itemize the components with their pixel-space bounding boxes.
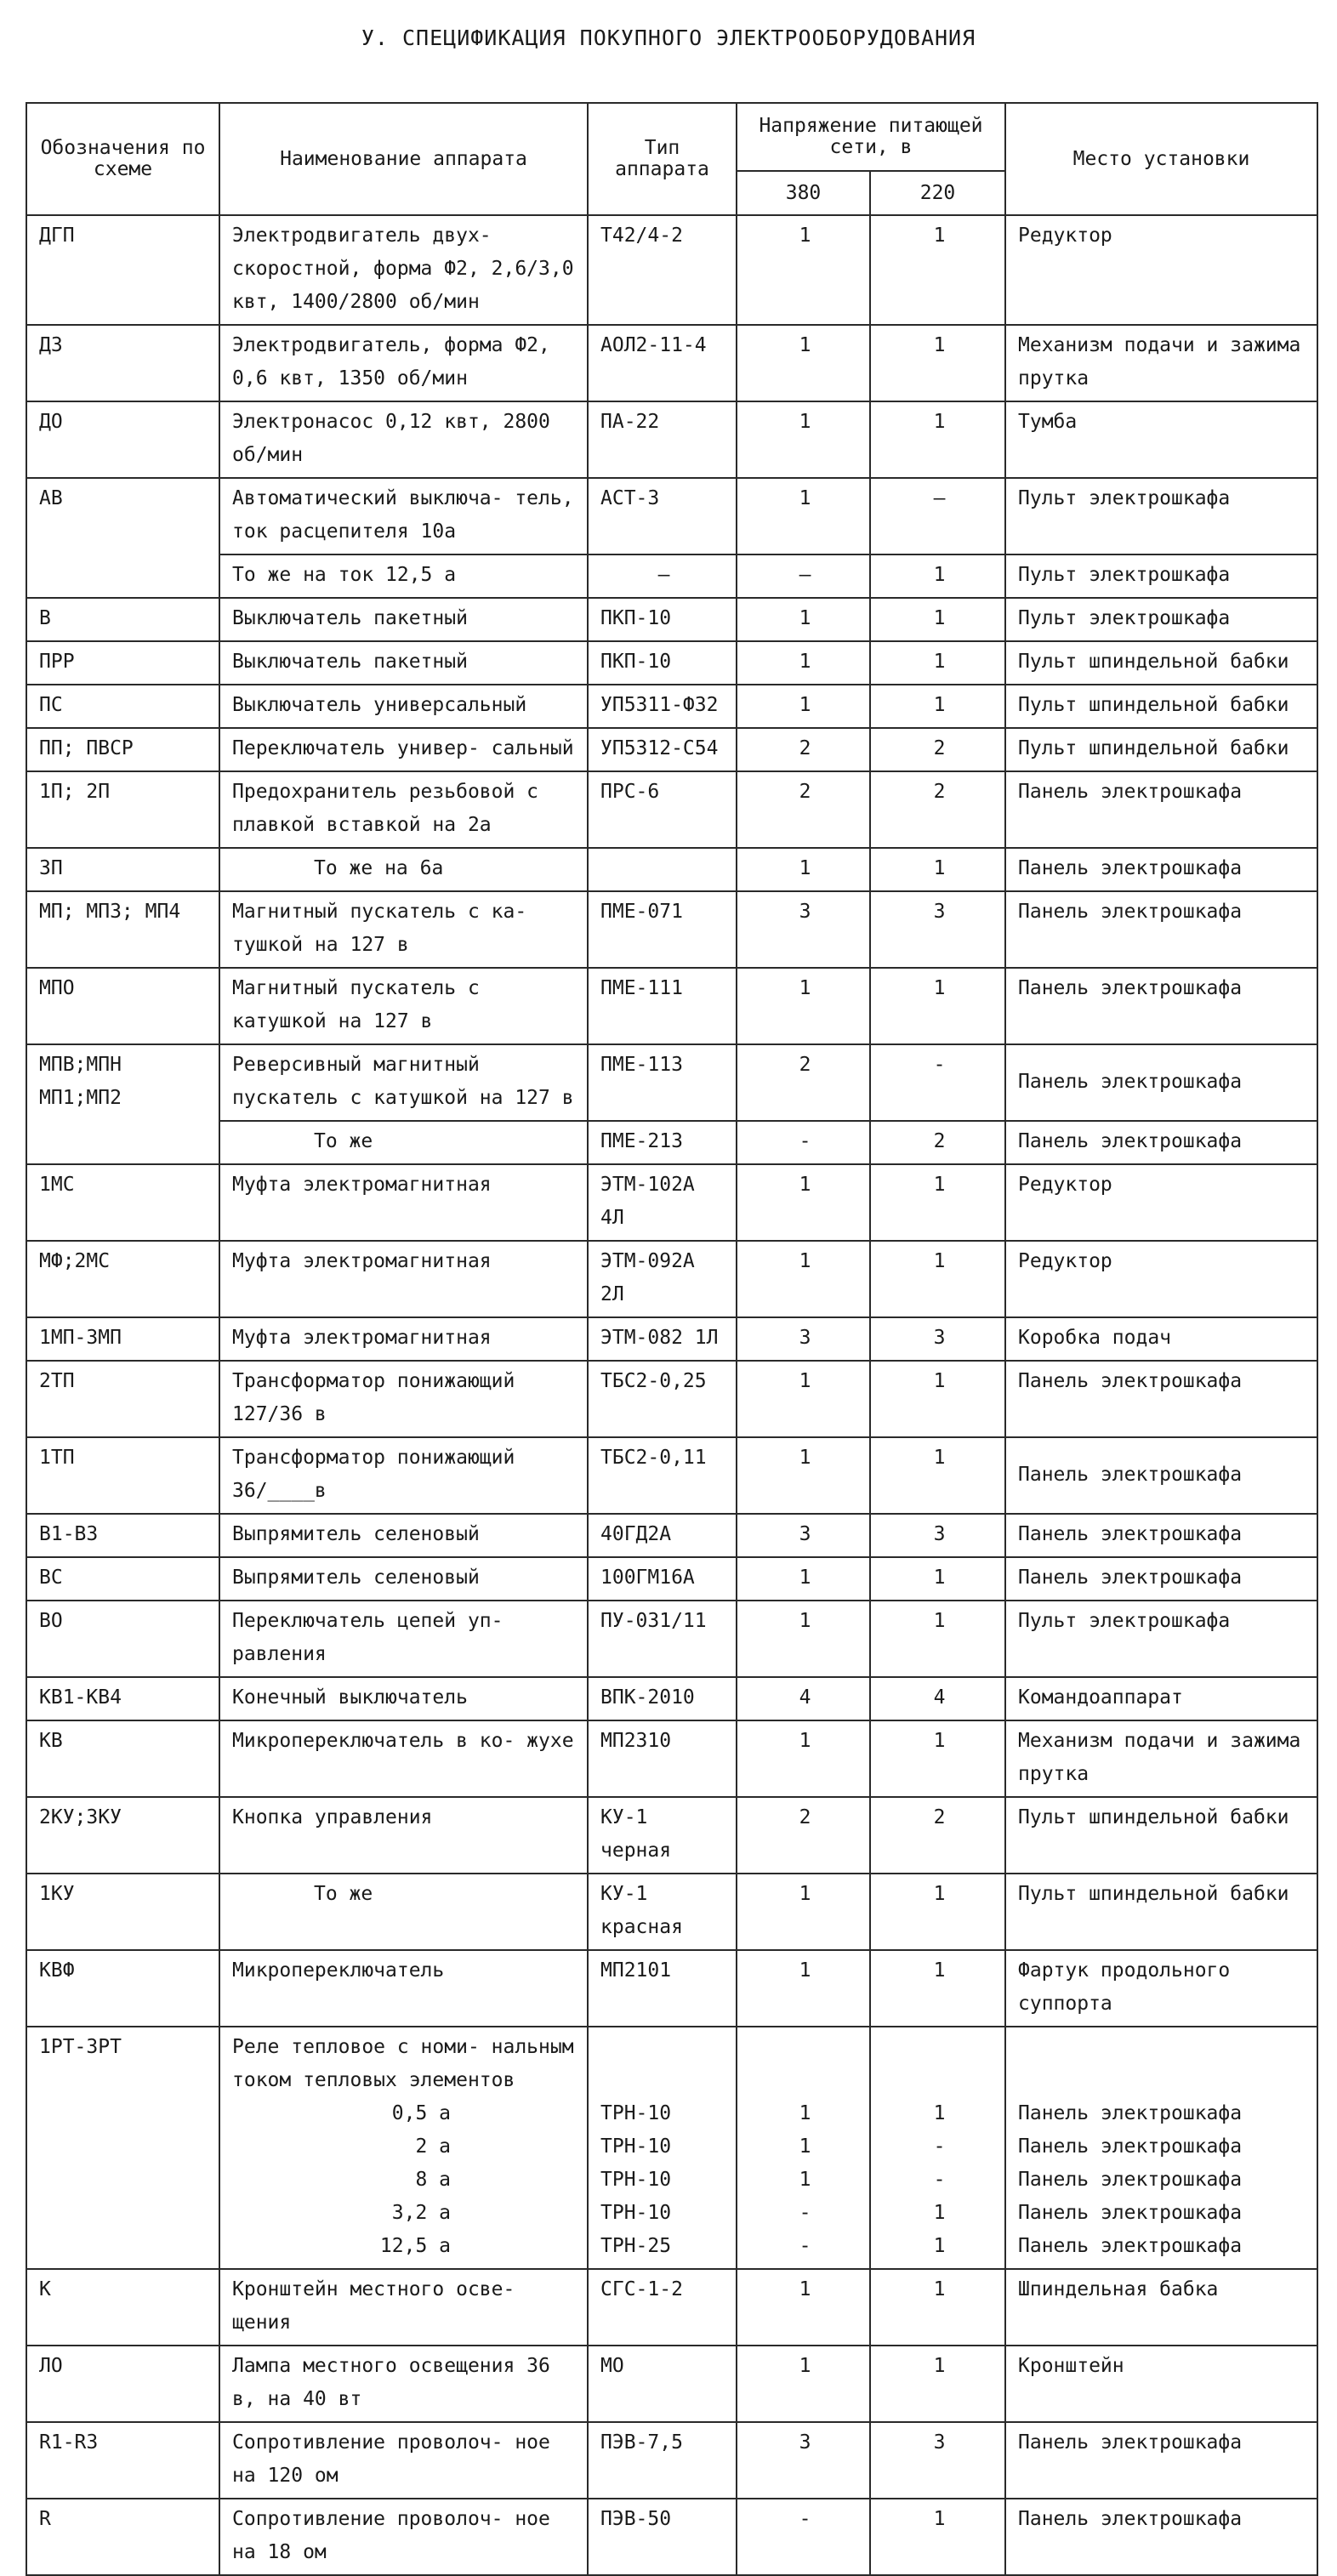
name-cell: Муфта электромагнитная (219, 1241, 588, 1317)
v380-cell: 3 (737, 1514, 870, 1557)
relay-v220: 1 (933, 2202, 946, 2224)
designation-cell: МПО (26, 968, 219, 1044)
type-cell: ПМЕ-111 (588, 968, 737, 1044)
place-cell: Панель электрошкафа (1005, 848, 1317, 891)
type-cell: Т42/4-2 (588, 215, 737, 325)
type-cell: ТБС2-0,25 (588, 1361, 737, 1437)
name-cell: Выключатель пакетный (219, 598, 588, 641)
v220-cell: 1 (870, 2346, 1005, 2422)
v220-cell: 1 (870, 685, 1005, 728)
table-row (26, 1361, 1317, 1437)
place-cell: Механизм подачи и зажима прутка (1005, 1720, 1317, 1797)
v220-cell: 4 (870, 1677, 1005, 1720)
specification-table (26, 102, 1318, 2576)
table-row (26, 401, 1317, 478)
designation-cell: МФ;2МС (26, 1241, 219, 1317)
place-cell: Панель электрошкафа (1005, 1121, 1317, 1164)
v220-cell: 1 (870, 215, 1005, 325)
name-cell: Магнитный пускатель с ка- тушкой на 127 в (219, 891, 588, 968)
type-cell: АОЛ2-11-4 (588, 325, 737, 401)
v380-cell: 1 (737, 478, 870, 554)
table-row (26, 2269, 1317, 2346)
type-cell: ПЭВ-7,5 (588, 2422, 737, 2499)
header-designation: Обозначения по схеме (26, 103, 219, 215)
table-row (26, 771, 1317, 848)
v380-cell: 1 (737, 1601, 870, 1677)
designation-cell: В (26, 598, 219, 641)
place-cell: Редуктор (1005, 1241, 1317, 1317)
designation-cell: ПП; ПВСР (26, 728, 219, 771)
name-cell: Конечный выключатель (219, 1677, 588, 1720)
relay-v220: - (933, 2169, 946, 2191)
v220-cell: 2 (870, 1121, 1005, 1164)
type-cell: 100ГМ16А (588, 1557, 737, 1601)
designation-cell: 2КУ;3КУ (26, 1797, 219, 1874)
place-cell (1005, 2027, 1317, 2269)
place-cell: Панель электрошкафа (1005, 771, 1317, 848)
v380-cell: 1 (737, 641, 870, 685)
table-row (26, 1317, 1317, 1361)
v380-cell: — (737, 554, 870, 598)
relay-v380: 1 (799, 2102, 811, 2124)
relay-type: ТРН-10 (600, 2135, 672, 2158)
v220-cell: 1 (870, 1241, 1005, 1317)
relay-current: 0,5 а (391, 2102, 451, 2124)
relay-type: ТРН-10 (600, 2202, 672, 2224)
name-cell: Микропереключатель (219, 1950, 588, 2027)
type-cell: ПМЕ-213 (588, 1121, 737, 1164)
v380-cell: - (737, 1121, 870, 1164)
v380-cell: 1 (737, 215, 870, 325)
v220-cell: 1 (870, 848, 1005, 891)
type-cell (588, 2027, 737, 2269)
name-cell: Автоматический выключа- тель, ток расцепителя 10а (219, 478, 588, 554)
name-cell: Электронасос 0,12 квт, 2800 об/мин (219, 401, 588, 478)
relay-description: Реле тепловое с номи- нальным током тепловых элементов (232, 2036, 574, 2091)
designation-cell: АВ (26, 478, 219, 598)
place-cell: Пульт шпиндельной бабки (1005, 685, 1317, 728)
relay-current: 3,2 а (391, 2202, 451, 2224)
place-cell: Кронштейн (1005, 2346, 1317, 2422)
designation-cell: Д3 (26, 325, 219, 401)
v220-cell (870, 2027, 1005, 2269)
designation-cell: ПРР (26, 641, 219, 685)
name-cell: То же на ток 12,5 а (219, 554, 588, 598)
relay-current: 12,5 а (379, 2235, 451, 2257)
designation-cell: ВС (26, 1557, 219, 1601)
name-cell: Предохранитель резьбовой с плавкой вставкой на 2а (219, 771, 588, 848)
table-row (26, 1557, 1317, 1601)
relay-place: Панель электрошкафа (1018, 2102, 1243, 2124)
type-cell: ПКП-10 (588, 641, 737, 685)
v220-cell: 1 (870, 2269, 1005, 2346)
type-cell: ЭТМ-092А 2Л (588, 1241, 737, 1317)
v220-cell: 1 (870, 968, 1005, 1044)
table-row (26, 1241, 1317, 1317)
place-cell: Пульт шпиндельной бабки (1005, 1797, 1317, 1874)
name-cell (219, 2027, 588, 2269)
v380-cell: 1 (737, 1164, 870, 1241)
place-cell: Панель электрошкафа (1005, 1044, 1317, 1121)
place-cell: Механизм подачи и зажима прутка (1005, 325, 1317, 401)
v220-cell: — (870, 478, 1005, 554)
type-cell: КУ-1 черная (588, 1797, 737, 1874)
place-cell: Фартук продольного суппорта (1005, 1950, 1317, 2027)
v220-cell: 1 (870, 641, 1005, 685)
place-cell: Пульт шпиндельной бабки (1005, 641, 1317, 685)
v380-cell: 1 (737, 1720, 870, 1797)
v380-cell: 1 (737, 1437, 870, 1514)
designation-cell: В1-В3 (26, 1514, 219, 1557)
designation-cell: 3П (26, 848, 219, 891)
v220-cell: 1 (870, 554, 1005, 598)
type-cell: ЭТМ-082 1Л (588, 1317, 737, 1361)
name-cell: То же (219, 1874, 588, 1950)
relay-v380: - (799, 2202, 811, 2224)
name-cell: Выпрямитель селеновый (219, 1514, 588, 1557)
relay-current: 2 а (415, 2135, 451, 2158)
header-voltage: Напряжение питающей сети, в (737, 103, 1005, 171)
relay-place: Панель электрошкафа (1018, 2235, 1243, 2257)
designation-cell: ВО (26, 1601, 219, 1677)
relay-type: ТРН-25 (600, 2235, 672, 2257)
table-row (26, 1164, 1317, 1241)
name-cell: Электродвигатель двух- скоростной, форма Ф2, 2,6/3,0 квт, 1400/2800 об/мин (219, 215, 588, 325)
v380-cell: 2 (737, 771, 870, 848)
type-cell: ВПК-2010 (588, 1677, 737, 1720)
type-cell: ПЭВ-50 (588, 2499, 737, 2575)
name-cell: Кнопка управления (219, 1797, 588, 1874)
v380-cell: 3 (737, 2422, 870, 2499)
relay-type: ТРН-10 (600, 2102, 672, 2124)
name-cell: Выпрямитель селеновый (219, 1557, 588, 1601)
place-cell: Редуктор (1005, 1164, 1317, 1241)
table-row (26, 2499, 1317, 2575)
name-cell: То же (219, 1121, 588, 1164)
table-row (26, 1950, 1317, 2027)
v380-cell: 1 (737, 2346, 870, 2422)
place-cell: Панель электрошкафа (1005, 968, 1317, 1044)
relay-place: Панель электрошкафа (1018, 2135, 1243, 2158)
table-row (26, 1720, 1317, 1797)
name-cell: Муфта электромагнитная (219, 1164, 588, 1241)
v380-cell: 4 (737, 1677, 870, 1720)
v380-cell: 1 (737, 1241, 870, 1317)
name-cell: То же на 6а (219, 848, 588, 891)
v220-cell: 1 (870, 1164, 1005, 1241)
type-cell: ПУ-031/11 (588, 1601, 737, 1677)
designation-cell: ДО (26, 401, 219, 478)
designation-cell: МП; МП3; МП4 (26, 891, 219, 968)
name-cell: Муфта электромагнитная (219, 1317, 588, 1361)
table-row (26, 598, 1317, 641)
v220-cell: 1 (870, 1874, 1005, 1950)
type-cell: МП2101 (588, 1950, 737, 2027)
relay-v220: 1 (933, 2102, 946, 2124)
header-name: Наименование аппарата (219, 103, 588, 215)
type-cell: УП5311-Ф32 (588, 685, 737, 728)
place-cell: Тумба (1005, 401, 1317, 478)
table-row (26, 848, 1317, 891)
place-cell: Панель электрошкафа (1005, 891, 1317, 968)
designation-cell: 1РТ-3РТ (26, 2027, 219, 2269)
place-cell: Панель электрошкафа (1005, 1437, 1317, 1514)
v220-cell: 1 (870, 1720, 1005, 1797)
place-cell: Командоаппарат (1005, 1677, 1317, 1720)
v220-cell: 1 (870, 598, 1005, 641)
type-cell: АСТ-3 (588, 478, 737, 554)
place-cell: Пульт электрошкафа (1005, 598, 1317, 641)
relay-v380: - (799, 2235, 811, 2257)
v220-cell: 1 (870, 2499, 1005, 2575)
v380-cell: 2 (737, 1797, 870, 1874)
name-cell: Сопротивление проволоч- ное на 120 ом (219, 2422, 588, 2499)
designation-cell: 1КУ (26, 1874, 219, 1950)
relay-row (26, 2027, 1317, 2269)
table-row (26, 215, 1317, 325)
table-row (26, 1514, 1317, 1557)
type-cell: МП2310 (588, 1720, 737, 1797)
header-place: Место установки (1005, 103, 1317, 215)
type-cell: МО (588, 2346, 737, 2422)
table-row (26, 1797, 1317, 1874)
table-row (26, 1121, 1317, 1164)
name-cell: Реверсивный магнитный пускатель с катушкой на 127 в (219, 1044, 588, 1121)
place-cell: Пульт электрошкафа (1005, 554, 1317, 598)
v220-cell: 3 (870, 2422, 1005, 2499)
table-row (26, 1874, 1317, 1950)
v220-cell: 1 (870, 1361, 1005, 1437)
header-v380: 380 (737, 171, 870, 215)
relay-type: ТРН-10 (600, 2169, 672, 2191)
v380-cell: 1 (737, 325, 870, 401)
name-cell: Переключатель цепей уп- равления (219, 1601, 588, 1677)
table-row (26, 2346, 1317, 2422)
table-row (26, 478, 1317, 554)
v380-cell: 1 (737, 1950, 870, 2027)
table-row (26, 325, 1317, 401)
designation-cell: ПС (26, 685, 219, 728)
type-cell: УП5312-С54 (588, 728, 737, 771)
type-cell: — (588, 554, 737, 598)
table-row (26, 1677, 1317, 1720)
type-cell (588, 848, 737, 891)
v220-cell: 2 (870, 728, 1005, 771)
type-cell: ПМЕ-071 (588, 891, 737, 968)
designation-cell: ДГП (26, 215, 219, 325)
designation-cell: 1ТП (26, 1437, 219, 1514)
place-cell: Шпиндельная бабка (1005, 2269, 1317, 2346)
v380-cell: 2 (737, 1044, 870, 1121)
header-type: Тип аппарата (588, 103, 737, 215)
type-cell: ПРС-6 (588, 771, 737, 848)
relay-place: Панель электрошкафа (1018, 2202, 1243, 2224)
page-title: У. СПЕЦИФИКАЦИЯ ПОКУПНОГО ЭЛЕКТРООБОРУДОВАНИЯ (361, 26, 976, 50)
v220-cell: 2 (870, 1797, 1005, 1874)
v380-cell: 1 (737, 968, 870, 1044)
v220-cell: 2 (870, 771, 1005, 848)
name-cell: Электродвигатель, форма Ф2, 0,6 квт, 1350 об/мин (219, 325, 588, 401)
table-row (26, 685, 1317, 728)
v220-cell: 3 (870, 1514, 1005, 1557)
place-cell: Редуктор (1005, 215, 1317, 325)
type-cell: ПКП-10 (588, 598, 737, 641)
name-cell: Сопротивление проволоч- ное на 18 ом (219, 2499, 588, 2575)
name-cell: Трансформатор понижающий 127/36 в (219, 1361, 588, 1437)
name-cell: Выключатель универсальный (219, 685, 588, 728)
v380-cell: 1 (737, 1874, 870, 1950)
place-cell: Пульт электрошкафа (1005, 1601, 1317, 1677)
designation-cell: К (26, 2269, 219, 2346)
v220-cell: 1 (870, 1950, 1005, 2027)
type-cell: ТБС2-0,11 (588, 1437, 737, 1514)
v380-cell: 1 (737, 598, 870, 641)
name-cell: Магнитный пускатель с катушкой на 127 в (219, 968, 588, 1044)
v380-cell: 1 (737, 1361, 870, 1437)
relay-v220: 1 (933, 2235, 946, 2257)
v220-cell: 1 (870, 1437, 1005, 1514)
v220-cell: 3 (870, 891, 1005, 968)
table-row (26, 2422, 1317, 2499)
designation-cell: 2ТП (26, 1361, 219, 1437)
v380-cell: 2 (737, 728, 870, 771)
type-cell: ПА-22 (588, 401, 737, 478)
type-cell: ПМЕ-113 (588, 1044, 737, 1121)
designation-cell: КВ1-КВ4 (26, 1677, 219, 1720)
relay-v380: 1 (799, 2135, 811, 2158)
place-cell: Пульт шпиндельной бабки (1005, 1874, 1317, 1950)
v380-cell (737, 2027, 870, 2269)
v380-cell: 1 (737, 1557, 870, 1601)
relay-place: Панель электрошкафа (1018, 2169, 1243, 2191)
header-v220: 220 (870, 171, 1005, 215)
designation-cell: КВ (26, 1720, 219, 1797)
v220-cell: - (870, 1044, 1005, 1121)
designation-cell: R (26, 2499, 219, 2575)
name-cell: Кронштейн местного осве- щения (219, 2269, 588, 2346)
relay-v380: 1 (799, 2169, 811, 2191)
name-cell: Трансформатор понижающий 36/____в (219, 1437, 588, 1514)
v220-cell: 1 (870, 325, 1005, 401)
place-cell: Панель электрошкафа (1005, 1557, 1317, 1601)
type-cell: КУ-1 красная (588, 1874, 737, 1950)
designation-cell: 1П; 2П (26, 771, 219, 848)
place-cell: Панель электрошкафа (1005, 2499, 1317, 2575)
place-cell: Панель электрошкафа (1005, 1361, 1317, 1437)
table-row (26, 554, 1317, 598)
place-cell: Пульт электрошкафа (1005, 478, 1317, 554)
v220-cell: 1 (870, 1557, 1005, 1601)
type-cell: ЭТМ-102А 4Л (588, 1164, 737, 1241)
name-cell: Переключатель универ- сальный (219, 728, 588, 771)
relay-v220: - (933, 2135, 946, 2158)
v380-cell: 3 (737, 1317, 870, 1361)
table-row (26, 891, 1317, 968)
designation-cell: КВФ (26, 1950, 219, 2027)
designation-cell: МПВ;МПН МП1;МП2 (26, 1044, 219, 1164)
name-cell: Лампа местного освещения 36 в, на 40 вт (219, 2346, 588, 2422)
v220-cell: 1 (870, 401, 1005, 478)
table-row (26, 968, 1317, 1044)
designation-cell: ЛО (26, 2346, 219, 2422)
v220-cell: 3 (870, 1317, 1005, 1361)
designation-cell: R1-R3 (26, 2422, 219, 2499)
designation-cell: 1МП-3МП (26, 1317, 219, 1361)
place-cell: Панель электрошкафа (1005, 1514, 1317, 1557)
v380-cell: - (737, 2499, 870, 2575)
place-cell: Пульт шпиндельной бабки (1005, 728, 1317, 771)
v380-cell: 1 (737, 848, 870, 891)
v380-cell: 1 (737, 401, 870, 478)
designation-cell: 1МС (26, 1164, 219, 1241)
type-cell: 40ГД2А (588, 1514, 737, 1557)
v380-cell: 1 (737, 685, 870, 728)
place-cell: Панель электрошкафа (1005, 2422, 1317, 2499)
table-row (26, 728, 1317, 771)
table-row (26, 1044, 1317, 1121)
table-row (26, 1601, 1317, 1677)
table-row (26, 641, 1317, 685)
v380-cell: 3 (737, 891, 870, 968)
name-cell: Выключатель пакетный (219, 641, 588, 685)
v220-cell: 1 (870, 1601, 1005, 1677)
relay-current: 8 а (415, 2169, 451, 2191)
type-cell: СГС-1-2 (588, 2269, 737, 2346)
v380-cell: 1 (737, 2269, 870, 2346)
name-cell: Микропереключатель в ко- жухе (219, 1720, 588, 1797)
table-row (26, 1437, 1317, 1514)
place-cell: Коробка подач (1005, 1317, 1317, 1361)
